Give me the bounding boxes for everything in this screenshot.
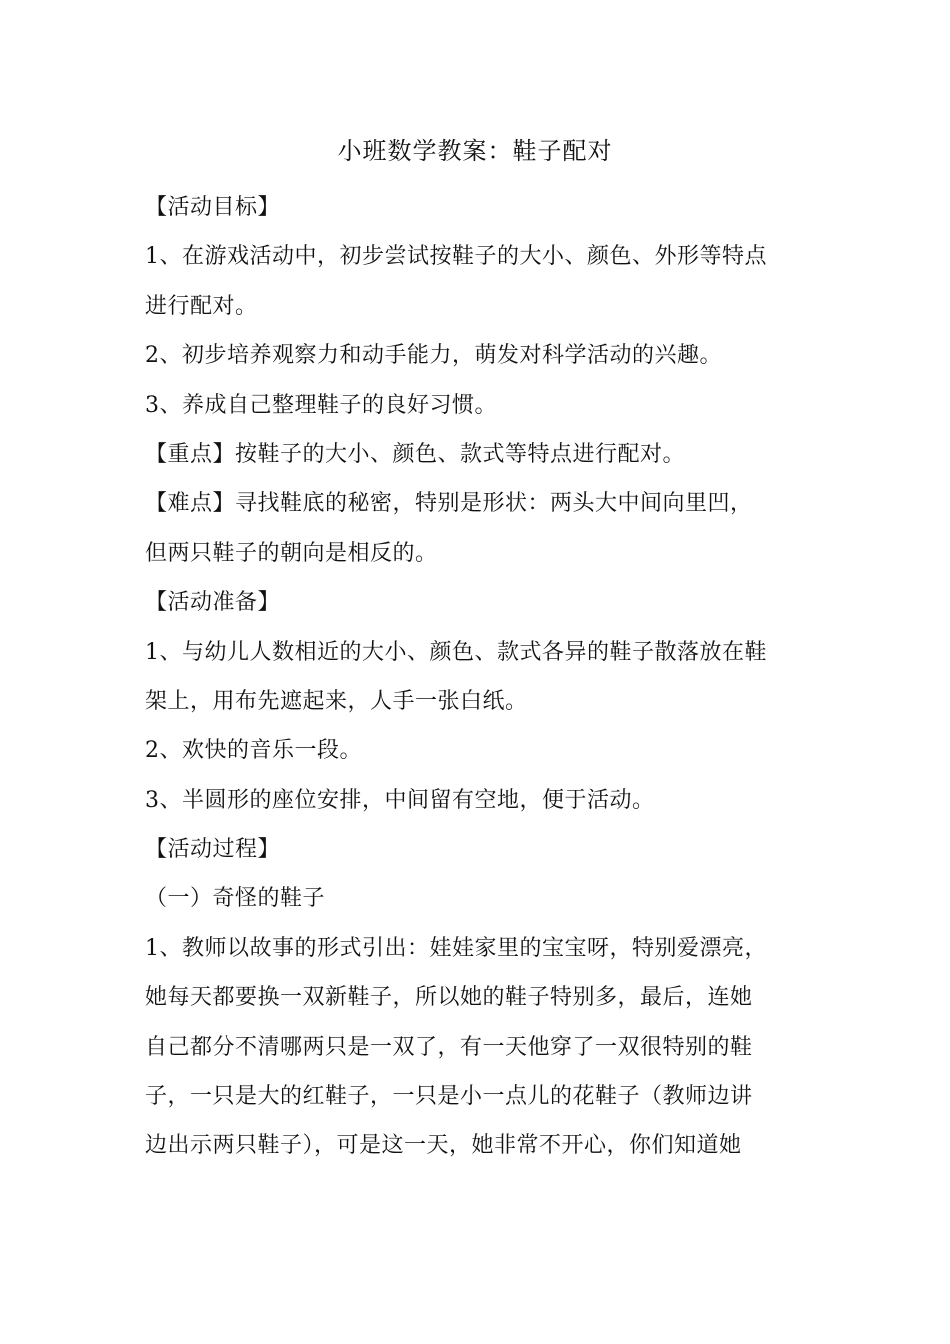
paragraph-line: 架上，用布先遮起来，人手一张白纸。 (145, 688, 528, 714)
paragraph-line: 3、半圆形的座位安排，中间留有空地，便于活动。 (145, 787, 655, 813)
paragraph-line: 自己都分不清哪两只是一双了，有一天他穿了一双很特别的鞋 (145, 1034, 753, 1060)
paragraph-line: 她每天都要换一双新鞋子，所以她的鞋子特别多，最后，连她 (145, 985, 753, 1011)
paragraph-line: 1、与幼儿人数相近的大小、颜色、款式各异的鞋子散落放在鞋 (145, 639, 767, 665)
paragraph-line: 边出示两只鞋子），可是这一天，她非常不开心，你们知道她 (145, 1133, 742, 1159)
document-body (145, 183, 810, 1171)
subheading-strange-shoes: （一）奇怪的鞋子 (145, 886, 326, 912)
heading-activity-process: 【活动过程】 (145, 837, 281, 863)
paragraph-line: 3、养成自己整理鞋子的良好习惯。 (145, 392, 497, 418)
paragraph-difficulty: 【难点】寻找鞋底的秘密，特别是形状：两头大中间向里凹， (145, 491, 753, 517)
paragraph-line: 子，一只是大的红鞋子，一只是小一点儿的花鞋子（教师边讲 (145, 1084, 753, 1110)
document-title: 小班数学教案：鞋子配对 (337, 137, 613, 165)
heading-activity-goals: 【活动目标】 (145, 195, 281, 220)
heading-activity-preparation: 【活动准备】 (145, 590, 281, 616)
paragraph-line: 2、初步培养观察力和动手能力，萌发对科学活动的兴趣。 (145, 343, 722, 369)
paragraph-line: 2、欢快的音乐一段。 (145, 738, 362, 764)
paragraph-line: 进行配对。 (145, 293, 258, 319)
paragraph-line: 1、教师以故事的形式引出：娃娃家里的宝宝呀，特别爱漂亮， (145, 935, 767, 961)
paragraph-line: 1、在游戏活动中，初步尝试按鞋子的大小、颜色、外形等特点 (145, 244, 767, 270)
paragraph-key-point: 【重点】按鞋子的大小、颜色、款式等特点进行配对。 (145, 441, 686, 467)
paragraph-line: 但两只鞋子的朝向是相反的。 (145, 540, 438, 566)
